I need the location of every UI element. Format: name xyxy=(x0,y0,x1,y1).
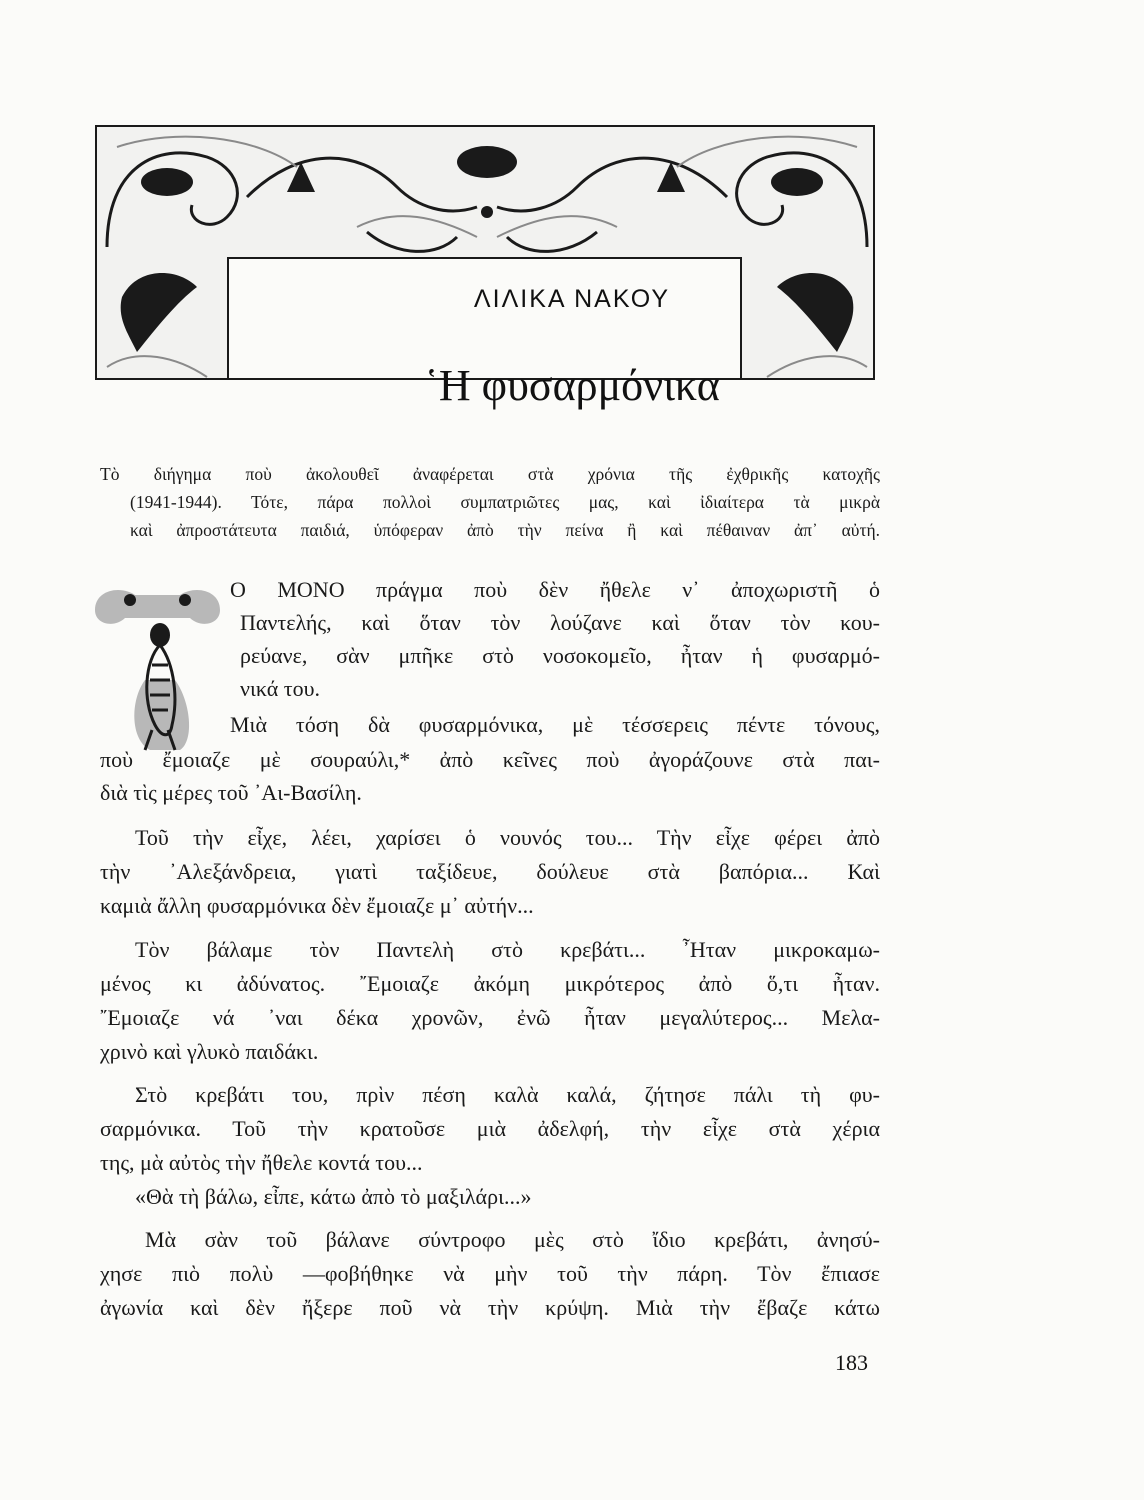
story-line: Μὰ σὰν τοῦ βάλανε σύντροφο μὲς στὸ ἴδιο κρεβάτι, ἀνησύ- xyxy=(145,1227,880,1252)
story-line: ἀγωνία καὶ δὲν ἤξερε ποῦ νὰ τὴν κρύψη. Μιὰ τὴν ἔβαζε κάτω xyxy=(100,1295,880,1320)
ornamental-header-frame xyxy=(95,125,875,380)
story-line: της, μὰ αὐτὸς τὴν ἤθελε κοντά του... xyxy=(100,1150,423,1175)
story-title: ῾Η φυσαρμόνικα xyxy=(424,361,720,410)
intro-line: καὶ ἀπροστάτευτα παιδιά, ὑπόφεραν ἀπὸ τὴν πείνα ἢ καὶ πέθαιναν ἀπ᾿ αὐτή. xyxy=(130,520,880,540)
story-line: τὴν ᾿Αλεξάνδρεια, γιατὶ ταξίδευε, δούλευε στὰ βαπόρια... Καὶ xyxy=(100,859,880,884)
story-line: χησε πιὸ πολὺ —φοβήθηκε νὰ μὴν τοῦ τὴν πάρη. Τὸν ἔπιασε xyxy=(100,1261,880,1286)
story-line: διὰ τὶς μέρες τοῦ ᾿Αι-Βασίλη. xyxy=(100,780,362,805)
story-line: Στὸ κρεβάτι του, πρὶν πέση καλὰ καλά, ζήτησε πάλι τὴ φυ- xyxy=(135,1082,880,1107)
story-line: ρεύανε, σὰν μπῆκε στὸ νοσοκομεῖο, ἦταν ἡ φυσαρμό- xyxy=(240,643,880,668)
story-line: Τοῦ τὴν εἶχε, λέει, χαρίσει ὁ νουνός του... Τὴν εἶχε φέρει ἀπὸ xyxy=(135,825,880,850)
intro-note xyxy=(100,460,880,544)
story-line: σαρμόνικα. Τοῦ τὴν κρατοῦσε μιὰ ἀδελφή, τὴν εἶχε στὰ χέρια xyxy=(100,1116,880,1141)
story-line: νικά του. xyxy=(240,676,321,701)
page-number: 183 xyxy=(835,1350,868,1375)
story-line: ῎Εμοιαζε νά ᾿ναι δέκα χρονῶν, ἐνῶ ἦταν μεγαλύτερος... Μελα- xyxy=(100,1005,880,1030)
story-line: Μιὰ τόση δὰ φυσαρμόνικα, μὲ τέσσερεις πέντε τόνους, xyxy=(230,712,880,737)
story-line: χρινὸ καὶ γλυκὸ παιδάκι. xyxy=(100,1039,319,1064)
story-line: ποὺ ἔμοιαζε μὲ σουραύλι,* ἀπὸ κεῖνες ποὺ ἀγοράζουνε στὰ παι- xyxy=(100,747,880,772)
story-line: καμιὰ ἄλλη φυσαρμόνικα δὲν ἔμοιαζε μ᾿ αὐτήν... xyxy=(100,893,534,918)
story-line: Παντελής, καὶ ὅταν τὸν λούζανε καὶ ὅταν τὸν κου- xyxy=(240,610,880,635)
intro-line: (1941-1944). Τότε, πάρα πολλοὶ συμπατριῶτες μας, καὶ ἰδιαίτερα τὰ μικρὰ xyxy=(130,492,880,512)
story-line: Ο ΜΟΝΟ πράγμα ποὺ δὲν ἤθελε ν᾿ ἀποχωριστῆ ὁ xyxy=(230,577,880,602)
author-name: ΛΙΛΙΚΑ ΝΑΚΟΥ xyxy=(473,285,671,313)
intro-line: Τὸ διήγημα ποὺ ἀκολουθεῖ ἀναφέρεται στὰ χρόνια τῆς ἐχθρικῆς κατοχῆς xyxy=(100,464,880,484)
story-line: μένος κι ἀδύνατος. ῎Εμοιαζε ἀκόμη μικρότερος ἀπὸ ὅ,τι ἦταν. xyxy=(100,971,880,996)
story-line: «Θὰ τὴ βάλω, εἶπε, κάτω ἀπὸ τὸ μαξιλάρι...» xyxy=(135,1184,532,1209)
story-line: Τὸν βάλαμε τὸν Παντελὴ στὸ κρεβάτι... ῏Ηταν μικροκαμω- xyxy=(135,937,880,962)
dropcap-bird-illustration xyxy=(90,580,225,755)
